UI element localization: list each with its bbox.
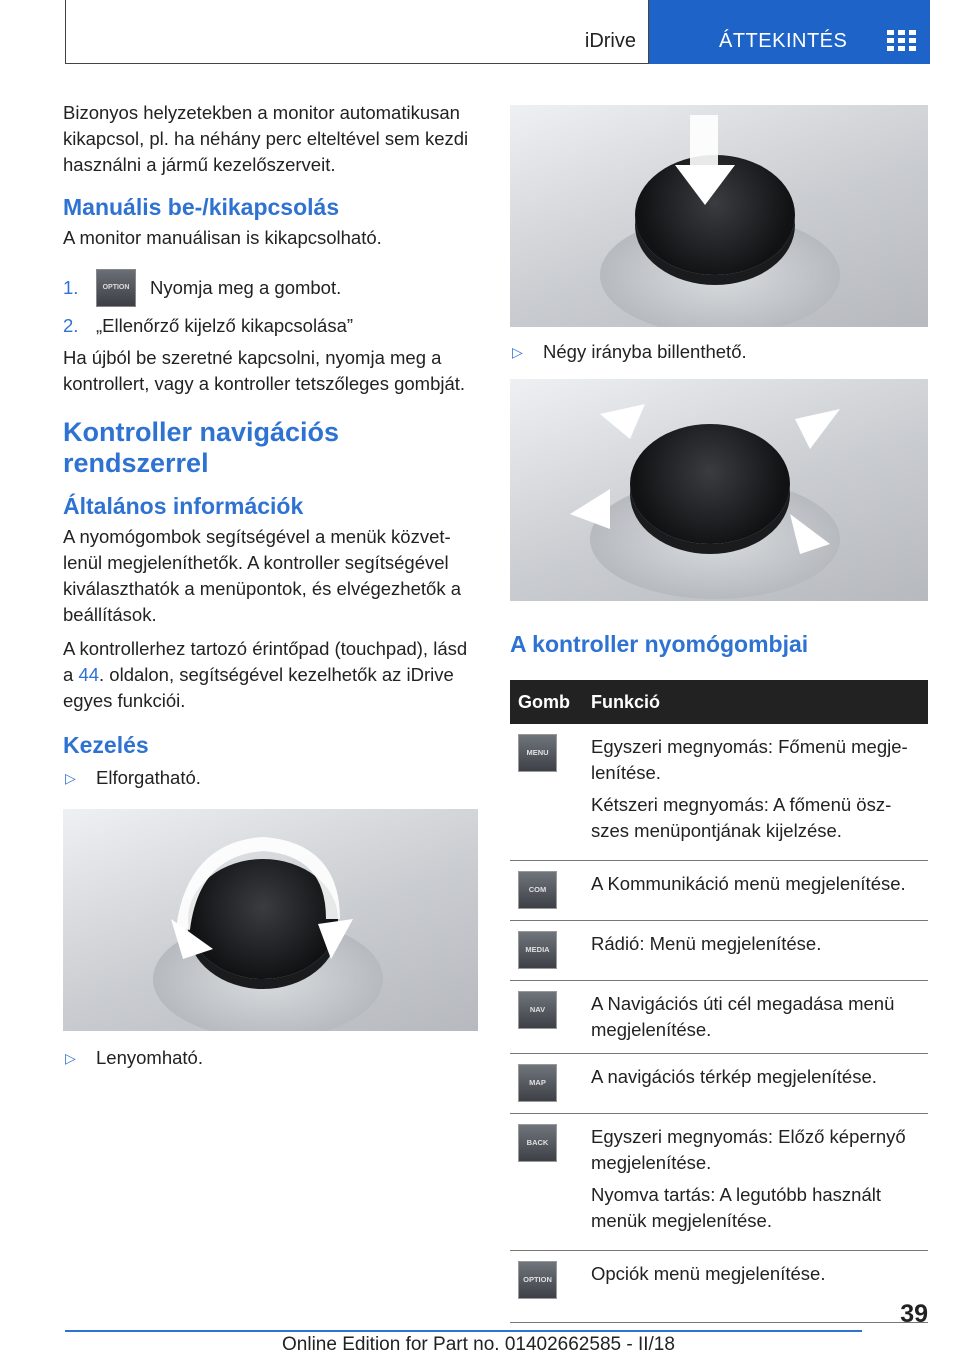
general-text-b: . oldalon, segítségével kezelhetők az iDrive egyes funkciói. [63, 664, 454, 711]
controller-tilt-image [510, 379, 928, 601]
footer-edition: Online Edition for Part no. 01402662585 - II/18 [282, 1334, 675, 1355]
bullet-tilt [510, 339, 928, 365]
page-header [65, 0, 930, 64]
back-button-icon: BACK [518, 1124, 557, 1162]
controller-press-image [510, 105, 928, 327]
left-column [63, 100, 478, 1077]
function-text: A navigációs térkép megjelenítése. [591, 1066, 877, 1087]
right-column [510, 105, 928, 1323]
manual-text: A monitor manuálisan is kikapcsolható. [63, 227, 382, 248]
main-heading: Kontroller navigációs rendszerrel [63, 417, 340, 478]
function-text: Opciók menü megjelenítése. [591, 1263, 826, 1284]
table-row [510, 1054, 928, 1114]
general-heading: Általános információk [63, 493, 304, 519]
table-row [510, 861, 928, 921]
controller-rotate-image [63, 809, 478, 1031]
map-button-icon: MAP [518, 1064, 557, 1102]
function-text: A Navigációs úti cél megadása menü megjelenítése. [591, 993, 895, 1040]
header-section-box [65, 0, 649, 64]
option-button-icon: OPTION [518, 1261, 557, 1299]
function-text: Rádió: Menü megjelenítése. [591, 933, 822, 954]
header-chapter-box [649, 0, 930, 64]
buttons-table [510, 680, 928, 1323]
operation-heading: Kezelés [63, 732, 149, 758]
option-button-icon: OPTION [96, 269, 136, 307]
after-steps-paragraph: Ha újból be szeretné kapcsolni, nyomja meg a kontrollert, vagy a kontroller tetszőleges gombját. [63, 347, 466, 394]
general-paragraph-1: A nyomógombok segítségével a menük közvetlenül megjeleníthetők. A kontroller segítségével kiválaszthatók a menüpontok, és elvégezhetők a beállítások. [63, 526, 461, 625]
grid-icon[interactable] [887, 30, 917, 52]
page-number: 39 [900, 1300, 928, 1328]
step-number: 1. [63, 277, 79, 298]
nav-button-icon: NAV [518, 991, 557, 1029]
step-text: Nyomja meg a gombot. [150, 277, 342, 298]
table-row [510, 1251, 928, 1323]
function-text: Kétszeri megnyomás: A főmenü öszszes menüpontjának kijelzése. [591, 794, 892, 841]
bullet-text: Lenyomható. [96, 1047, 203, 1068]
column-header-function: Funkció [583, 680, 928, 724]
bullet-text: Elforgatható. [96, 767, 201, 788]
column-header-button: Gomb [510, 680, 583, 724]
general-text-a: A kontrollerhez tartozó érintőpad (touchpad), lásd a [63, 638, 468, 685]
rotate-arrow-icon [63, 809, 478, 1031]
step-number: 2. [63, 315, 79, 336]
media-button-icon: MEDIA [518, 931, 557, 969]
manual-heading: Manuális be-/kikapcsolás [63, 194, 340, 220]
triangle-bullet-icon: ▷ [512, 344, 523, 360]
bullet-text: Négy irányba billenthető. [543, 341, 747, 362]
function-text: Egyszeri megnyomás: Előző képernyő megjelenítése. [591, 1126, 906, 1173]
triangle-bullet-icon: ▷ [65, 1050, 76, 1066]
table-row [510, 724, 928, 861]
menu-button-icon: MENU [518, 734, 557, 772]
step-text: „Ellenőrző kijelző kikapcsolása” [96, 315, 354, 336]
tilt-arrows-icon [510, 379, 928, 601]
header-section-title: iDrive [584, 30, 636, 52]
bullet-press [63, 1045, 478, 1071]
function-text: Nyomva tartás: A legutóbb használt menük megjelenítése. [591, 1184, 882, 1231]
table-row [510, 1114, 928, 1251]
bullet-rotate [63, 765, 478, 791]
table-row [510, 921, 928, 981]
general-paragraph-2 [63, 636, 478, 714]
triangle-bullet-icon: ▷ [65, 770, 76, 786]
step-2 [63, 313, 478, 339]
header-chapter-title: ÁTTEKINTÉS [719, 30, 848, 52]
footer-divider [65, 1330, 862, 1332]
table-header-row [510, 680, 928, 724]
function-text: Egyszeri megnyomás: Főmenü megjelenítése. [591, 736, 908, 783]
function-text: A Kommunikáció menü megjelenítése. [591, 873, 906, 894]
press-arrow-icon [510, 105, 928, 327]
com-button-icon: COM [518, 871, 557, 909]
buttons-heading: A kontroller nyomógombjai [510, 631, 809, 657]
page-link[interactable]: 44 [78, 664, 100, 685]
intro-paragraph: Bizonyos helyzetekben a monitor automatikusan kikapcsol, pl. ha néhány perc elteltével sem kezdi használni a jármű kezelőszerveit. [63, 102, 469, 175]
step-1 [63, 269, 478, 307]
table-row [510, 981, 928, 1054]
